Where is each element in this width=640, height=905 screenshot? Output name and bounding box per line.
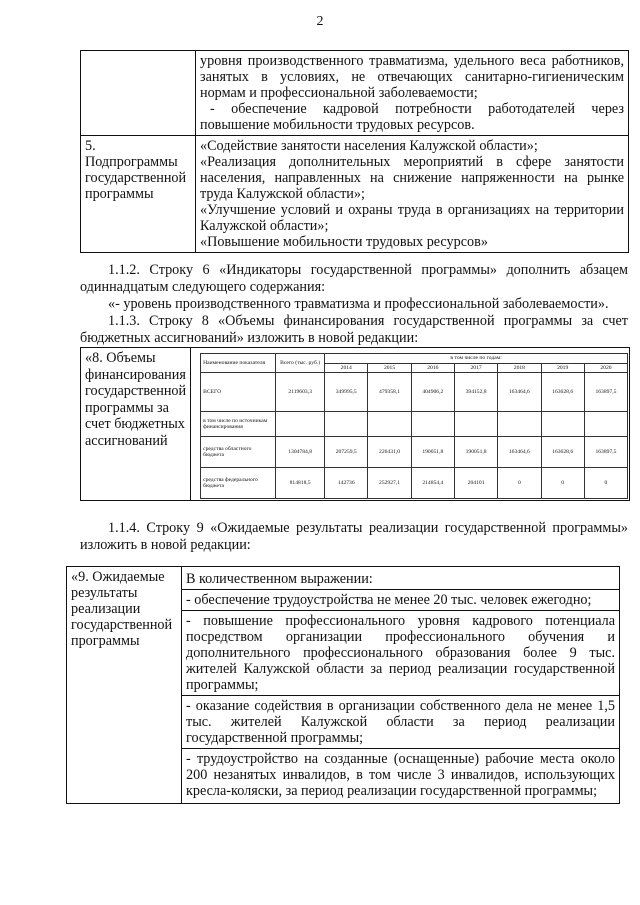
year-header: 2020 xyxy=(584,363,627,373)
value-cell: 163897,5 xyxy=(584,437,627,468)
finance-inner-table xyxy=(200,353,628,499)
value-cell: 226431,0 xyxy=(368,437,411,468)
year-header: 2014 xyxy=(325,363,368,373)
paragraph-1-1-3 xyxy=(80,313,628,347)
text-line: «Содействие занятости населения Калужской области»; xyxy=(200,138,538,154)
year-header: 2018 xyxy=(498,363,541,373)
paragraph-1-1-4 xyxy=(80,520,628,554)
table-cell xyxy=(196,136,629,253)
paragraph-text: 1.1.4. Строку 9 «Ожидаемые результаты реализации государственной программы» изложить в новой редакции: xyxy=(80,520,628,553)
value-cell xyxy=(325,412,368,437)
value-cell: 163897,5 xyxy=(584,373,627,412)
subprograms-table xyxy=(80,50,629,253)
row-label: «8. Объемы финансирования государственной программы за счет бюджетных ассигнований xyxy=(81,348,191,501)
value-cell: 190051,8 xyxy=(411,437,454,468)
paragraph-text: 1.1.2. Строку 6 «Индикаторы государственной программы» дополнить абзацем одиннадцатым следующего содержания: xyxy=(80,262,628,295)
value-cell: 404906,2 xyxy=(411,373,454,412)
value-cell: 163464,6 xyxy=(498,373,541,412)
text-line: - повышение профессионального уровня кадрового потенциала посредством организации профессионального обучения и дополнительного профессионального образования более 9 тыс. жителей Калужской области за период реализации государственной программы; xyxy=(182,610,619,695)
value-cell xyxy=(541,412,584,437)
header-name: Наименование показателя xyxy=(201,354,276,373)
row-name: в том числе по источникам финансирования xyxy=(201,412,276,437)
finance-table xyxy=(80,347,630,501)
table-cell xyxy=(196,51,629,136)
value-cell xyxy=(584,412,627,437)
finance-cell xyxy=(191,348,630,501)
value-cell: 142736 xyxy=(325,468,368,499)
row-total: 814818,5 xyxy=(276,468,325,499)
value-cell: 0 xyxy=(541,468,584,499)
text-line: - трудоустройство на созданные (оснащенные) рабочие места около 200 незанятых инвалидов, в том числе 3 инвалидов, использующих кресла-коляски, за период реализации государственной программы; xyxy=(182,748,619,801)
text-line: - обеспечение трудоустройства не менее 20 тыс. человек ежегодно; xyxy=(182,589,619,610)
value-cell: 214854,4 xyxy=(411,468,454,499)
value-cell: 252927,1 xyxy=(368,468,411,499)
page-number: 2 xyxy=(316,14,324,29)
value-cell: 163628,6 xyxy=(541,437,584,468)
text-line: «Реализация дополнительных мероприятий в сфере занятости населения, направленных на снижение напряженности на рынке труда Калужской области»; xyxy=(200,154,624,202)
row-total xyxy=(276,412,325,437)
value-cell: 204101 xyxy=(454,468,497,499)
paragraph-text: 1.1.3. Строку 8 «Объемы финансирования государственной программы за счет бюджетных ассигнований» изложить в новой редакции: xyxy=(80,313,628,346)
results-table xyxy=(66,566,620,804)
value-cell: 163628,6 xyxy=(541,373,584,412)
year-header: 2016 xyxy=(411,363,454,373)
table-row xyxy=(81,51,629,136)
value-cell: 0 xyxy=(498,468,541,499)
value-cell: 394152,8 xyxy=(454,373,497,412)
table-row xyxy=(201,437,628,468)
paragraph-quote xyxy=(80,296,628,313)
row-name: средства областного бюджета xyxy=(201,437,276,468)
text-line: - обеспечение кадровой потребности работодателей через повышение мобильности трудовых ресурсов. xyxy=(200,101,624,133)
year-header: 2017 xyxy=(454,363,497,373)
value-cell: 207259,5 xyxy=(325,437,368,468)
text-line: - оказание содействия в организации собственного дела не менее 1,5 тыс. жителей Калужской области за период реализации государственной программы; xyxy=(182,695,619,748)
text-line: «Улучшение условий и охраны труда в организациях на территории Калужской области»; xyxy=(200,202,624,234)
value-cell xyxy=(454,412,497,437)
paragraph-text: «- уровень производственного травматизма и профессиональной заболеваемости». xyxy=(108,296,609,312)
row-total: 2119603,3 xyxy=(276,373,325,412)
year-header: 2015 xyxy=(368,363,411,373)
table-cell xyxy=(182,567,620,804)
header-row xyxy=(201,354,628,364)
text-line: уровня производственного травматизма, удельного веса работников, занятых в условиях, не отвечающих санитарно-гигиеническим нормам и профессиональной заболеваемости; xyxy=(200,53,624,101)
table-cell-empty xyxy=(81,51,196,136)
row-total: 1304784,8 xyxy=(276,437,325,468)
value-cell: 349995,5 xyxy=(325,373,368,412)
row-name: средства федерального бюджета xyxy=(201,468,276,499)
value-cell: 190051,8 xyxy=(454,437,497,468)
row-name: ВСЕГО xyxy=(201,373,276,412)
row-label: 5. Подпрограммы государственной программы xyxy=(81,136,196,253)
header-years-group: в том числе по годам: xyxy=(325,354,628,364)
row-label: «9. Ожидаемые результаты реализации государственной программы xyxy=(67,567,182,804)
value-cell xyxy=(411,412,454,437)
table-row xyxy=(81,136,629,253)
paragraph-1-1-2 xyxy=(80,262,628,296)
table-row xyxy=(81,348,630,501)
table-row xyxy=(201,412,628,437)
text-line: «Повышение мобильности трудовых ресурсов» xyxy=(200,234,488,250)
table-row xyxy=(201,373,628,412)
table-row xyxy=(67,567,620,804)
value-cell: 479358,1 xyxy=(368,373,411,412)
value-cell xyxy=(368,412,411,437)
value-cell: 0 xyxy=(584,468,627,499)
value-cell: 163464,6 xyxy=(498,437,541,468)
value-cell xyxy=(498,412,541,437)
header-total: Всего (тыс. руб.) xyxy=(276,354,325,373)
year-header: 2019 xyxy=(541,363,584,373)
table-row xyxy=(201,468,628,499)
text-line: В количественном выражении: xyxy=(186,571,373,587)
